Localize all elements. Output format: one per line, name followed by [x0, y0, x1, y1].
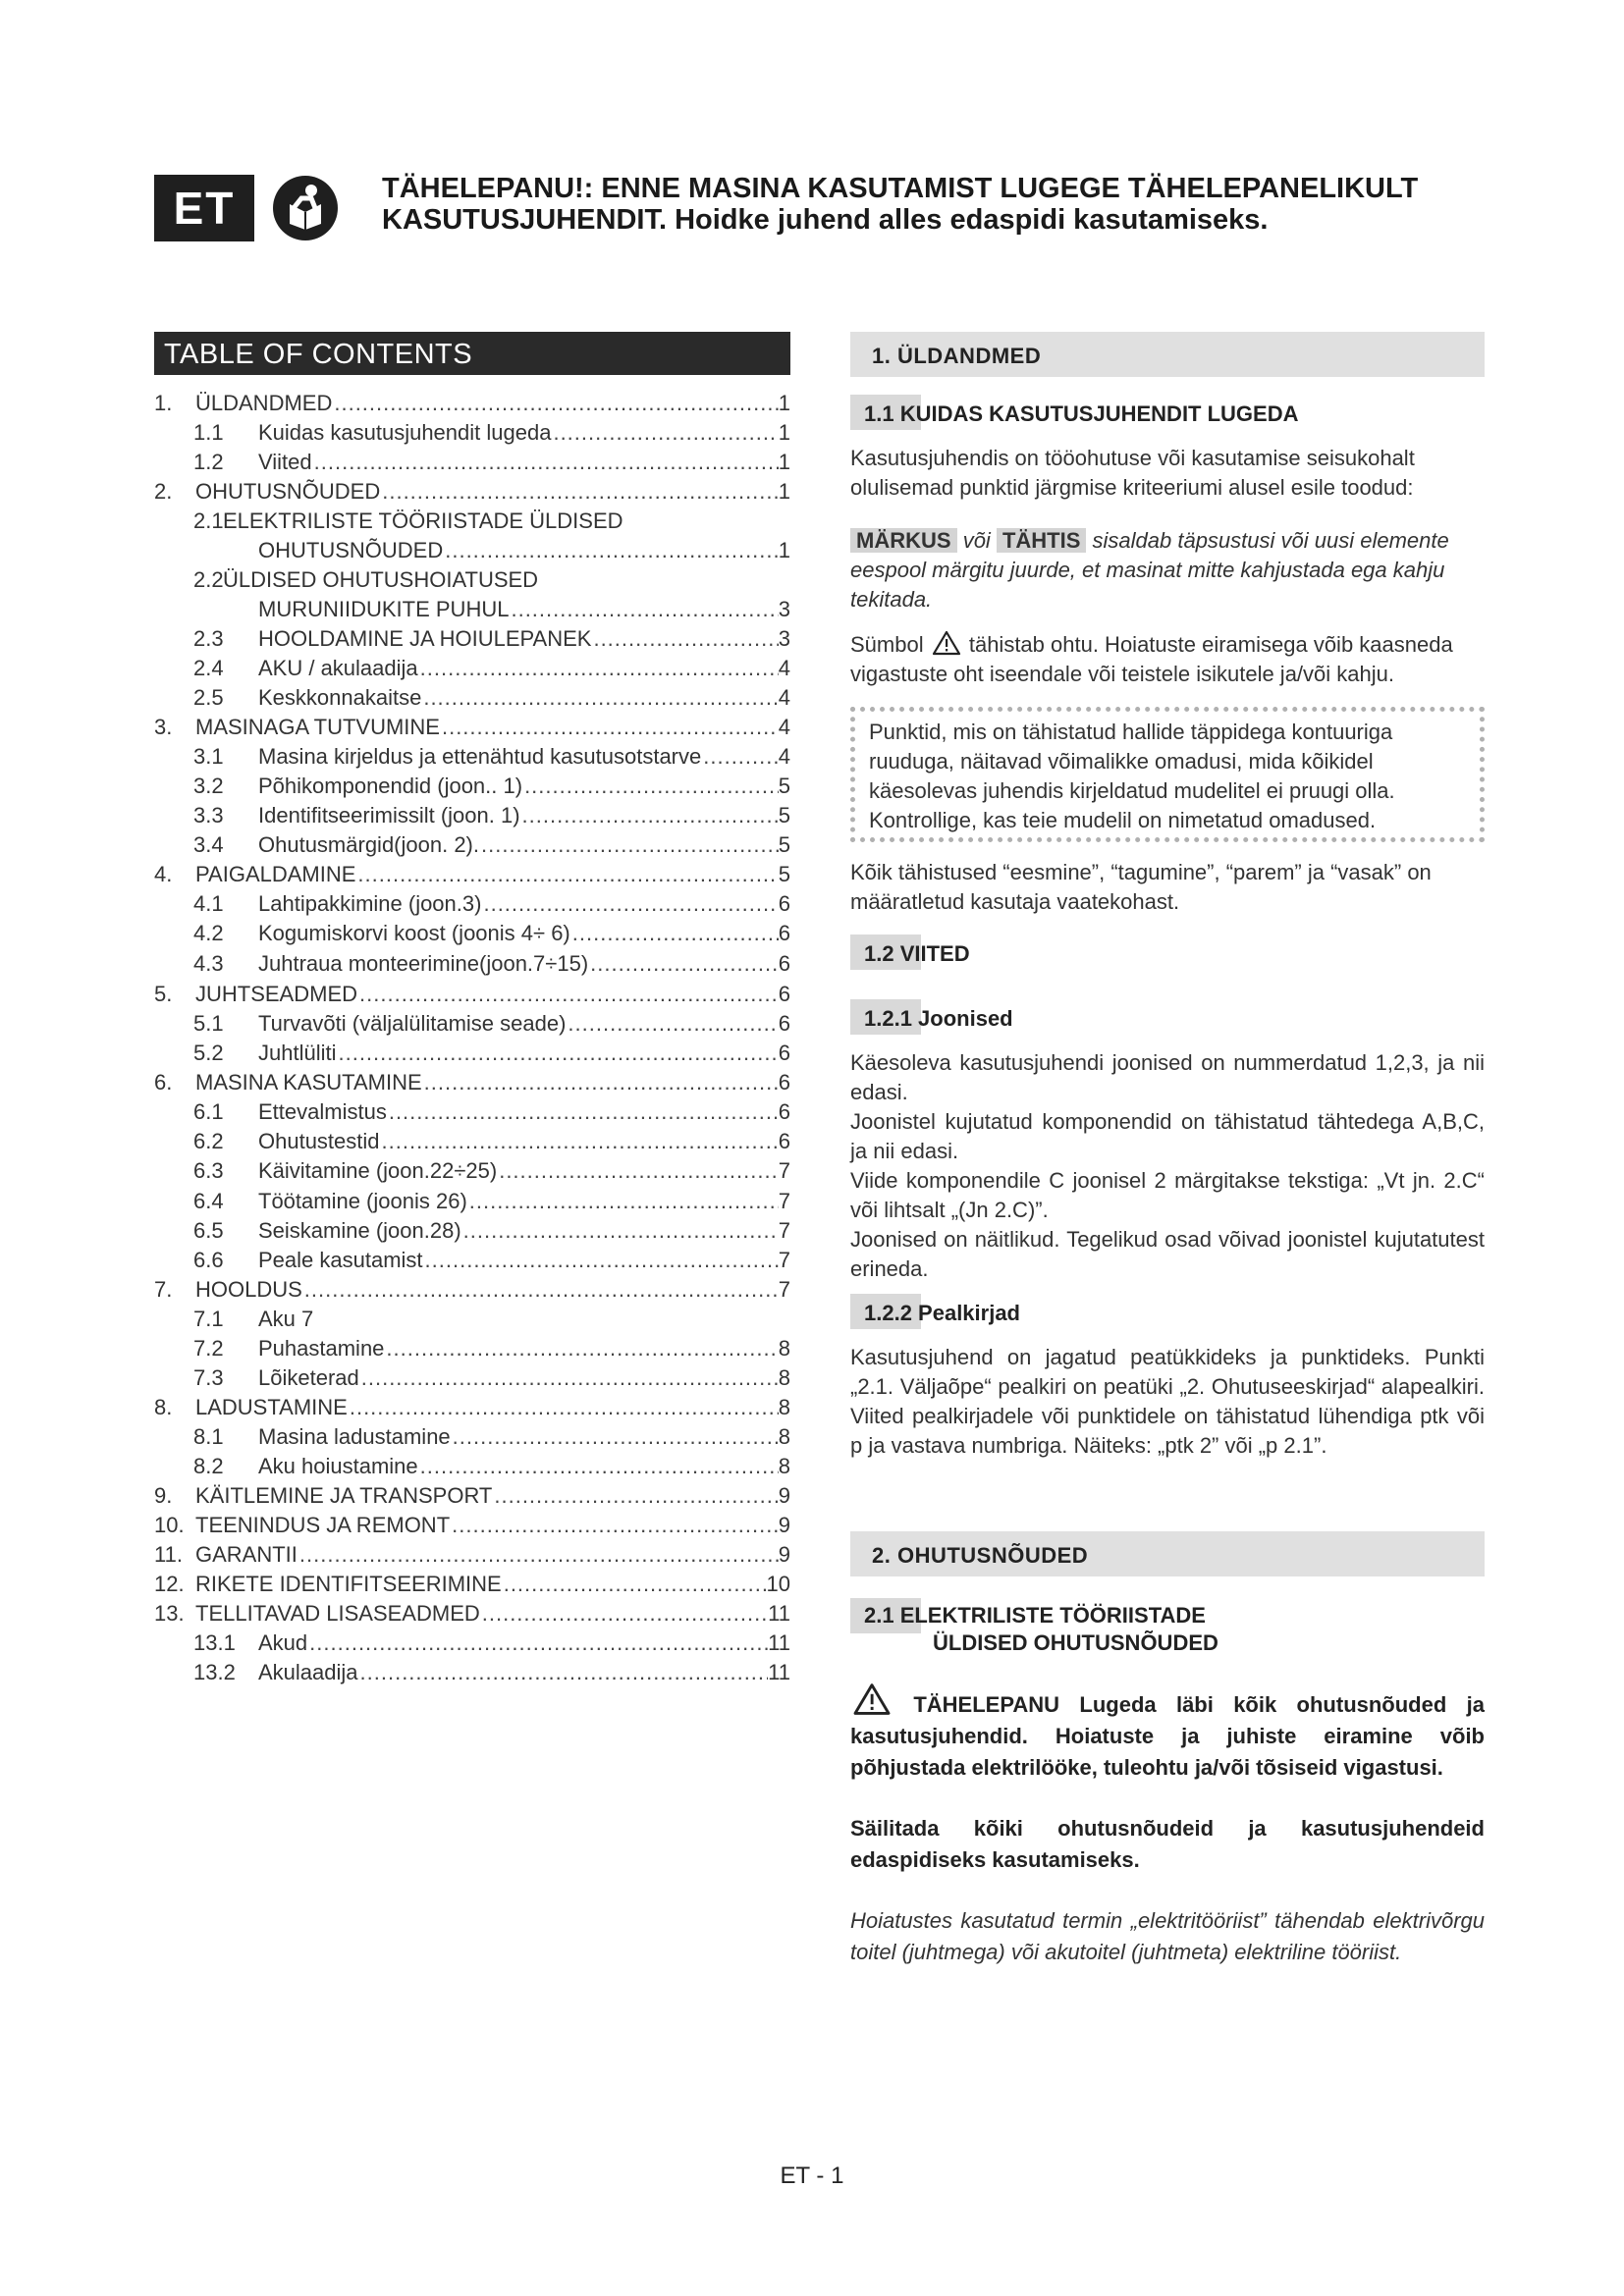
toc-entry-label: JUHTSEADMED	[195, 982, 358, 1006]
section-1-1-heading-text: 1.1 KUIDAS KASUTUSJUHENDIT LUGEDA	[864, 401, 1299, 426]
toc-entry-number: 6.4	[193, 1189, 224, 1213]
toc-entry[interactable]	[154, 889, 790, 919]
toc-entry-number: 13.1	[193, 1630, 236, 1655]
toc-entry-label: Aku hoiustamine	[258, 1454, 418, 1478]
toc-leader-dots	[551, 418, 778, 448]
toc-leader-dots	[570, 919, 779, 948]
toc-entry[interactable]	[154, 1156, 790, 1187]
toc-entry-page: 6	[778, 1070, 790, 1095]
toc-leader-dots	[298, 1540, 779, 1570]
toc-entry-number: 4.	[154, 862, 173, 886]
toc-entry[interactable]	[154, 624, 790, 654]
toc-leader-dots	[418, 1452, 779, 1481]
page-number: ET - 1	[780, 2163, 844, 2189]
toc-entry[interactable]	[154, 830, 790, 860]
toc-entry-number: 13.	[154, 1601, 185, 1626]
toc-entry-number: 3.1	[193, 744, 224, 769]
toc-entry-number: 6.5	[193, 1218, 224, 1243]
toc-entry-number: 3.	[154, 715, 173, 739]
toc-entry-page: 1	[778, 420, 790, 445]
toc-entry-label: ELEKTRILISTE TÖÖRIISTADE ÜLDISED	[223, 508, 623, 533]
toc-entry-number: 12.	[154, 1572, 185, 1596]
toc-entry[interactable]	[154, 1305, 790, 1334]
toc-entry[interactable]	[154, 1334, 790, 1363]
toc-entry-label: OHUTUSNÕUDED	[195, 479, 381, 504]
toc-entry[interactable]	[154, 1039, 790, 1068]
section-1-2-2-heading	[850, 1294, 1485, 1329]
toc-leader-dots	[312, 448, 779, 477]
toc-entry-label: AKU / akulaadija	[258, 656, 418, 680]
toc-entry[interactable]	[154, 1629, 790, 1658]
toc-entry-page: 6	[778, 951, 790, 976]
toc-entry-number: 6.	[154, 1070, 173, 1095]
toc-leader-dots	[492, 1481, 778, 1511]
toc-entry-label: Töötamine (joonis 26)	[258, 1189, 467, 1213]
toc-entry-number: 7.	[154, 1277, 173, 1302]
toc-entry-page: 4	[778, 685, 790, 710]
toc-entry-number: 8.2	[193, 1454, 224, 1478]
toc-entry[interactable]	[154, 654, 790, 683]
toc-entry[interactable]	[154, 1216, 790, 1246]
toc-entry-label: Akud	[258, 1630, 308, 1655]
toc-entry-label: Ettevalmistus	[258, 1099, 387, 1124]
toc-entry-label: HOOLDUS	[195, 1277, 302, 1302]
toc-entry-page: 6	[778, 1129, 790, 1153]
toc-leader-dots	[380, 1127, 779, 1156]
toc-list	[154, 389, 790, 1687]
figures-paragraph-3: Viide komponendile C joonisel 2 märgitakse tekstiga: „Vt jn. 2.C“ või lihtsalt „(Jn 2.C)”.	[850, 1168, 1485, 1222]
note-or: või	[962, 528, 991, 553]
toc-entry[interactable]	[154, 683, 790, 713]
toc-entry-page: 9	[778, 1513, 790, 1537]
toc-entry-page: 9	[778, 1483, 790, 1508]
toc-entry[interactable]	[154, 980, 790, 1009]
toc-leader-dots	[355, 860, 778, 889]
section-1-heading: 1. ÜLDANDMED	[850, 332, 1485, 377]
toc-entry[interactable]	[154, 1540, 790, 1570]
toc-entry[interactable]	[154, 1570, 790, 1599]
toc-entry[interactable]	[154, 1393, 790, 1422]
toc-entry-label: Juhtlüliti	[258, 1041, 337, 1065]
toc-entry[interactable]	[154, 713, 790, 742]
optional-features-text: Punktid, mis on tähistatud hallide täppidega kontuuriga ruuduga, näitavad võimalikke omadusi, mida kõikidel käesolevas juhendis kirjeldatud mudelitel ei pruugi olla. Kontrollige, kas teie mudelil on nimetatud omadused.	[869, 720, 1395, 832]
toc-entry[interactable]	[154, 949, 790, 980]
toc-entry-number: 5.	[154, 982, 173, 1006]
toc-leader-dots	[423, 1246, 779, 1275]
toc-entry-page: 5	[778, 832, 790, 857]
section-1-1-heading	[850, 395, 1485, 430]
toc-entry-label: Viited	[258, 450, 312, 474]
toc-entry-number: 2.5	[193, 685, 224, 710]
toc-entry-page: 5	[778, 862, 790, 886]
toc-leader-dots	[461, 1216, 779, 1246]
toc-entry-page: 1	[778, 391, 790, 415]
toc-leader-dots	[418, 654, 779, 683]
section-1-2-heading	[850, 934, 1485, 970]
toc-entry-number: 1.	[154, 391, 173, 415]
toc-leader-dots	[481, 889, 778, 919]
toc-entry[interactable]	[154, 1097, 790, 1127]
tahtis-label: TÄHTIS	[997, 528, 1086, 553]
toc-entry[interactable]	[154, 1422, 790, 1452]
toc-entry[interactable]	[154, 477, 790, 507]
toc-entry[interactable]	[154, 1009, 790, 1039]
toc-entry-page: 9	[778, 1542, 790, 1567]
toc-entry-label: Masina kirjeldus ja ettenähtud kasutusotstarve	[258, 744, 702, 769]
toc-entry-number: 7.2	[193, 1336, 224, 1361]
toc-entry-label: RIKETE IDENTIFITSEERIMINE	[195, 1572, 502, 1596]
toc-entry-label: KÄITLEMINE JA TRANSPORT	[195, 1483, 493, 1508]
toc-entry-label: Kuidas kasutusjuhendit lugeda	[258, 420, 552, 445]
section-1-2-1-heading-text: 1.2.1 Joonised	[864, 1006, 1013, 1031]
toc-entry-label: Lahtipakkimine (joon.3)	[258, 891, 482, 916]
toc-entry-page: 6	[778, 891, 790, 916]
content-column	[850, 332, 1485, 1968]
toc-entry-label: HOOLDAMINE JA HOIULEPANEK	[258, 626, 592, 651]
section-2-heading: 2. OHUTUSNÕUDED	[850, 1531, 1485, 1576]
toc-entry-page: 1	[778, 450, 790, 474]
section-1-2-heading-text: 1.2 VIITED	[864, 941, 970, 966]
toc-leader-dots	[348, 1393, 779, 1422]
toc-entry-number: 9.	[154, 1483, 173, 1508]
toc-entry-number: 6.3	[193, 1158, 224, 1183]
markus-label: MÄRKUS	[850, 528, 957, 553]
toc-leader-dots	[479, 830, 779, 860]
toc-entry-number: 6.1	[193, 1099, 224, 1124]
toc-leader-dots	[701, 742, 779, 772]
toc-entry-page: 1	[778, 479, 790, 504]
toc-entry-label: Ohutustestid	[258, 1129, 380, 1153]
toc-entry-page: 7	[778, 1248, 790, 1272]
toc-entry-number: 10.	[154, 1513, 185, 1537]
toc-entry-page: 8	[778, 1454, 790, 1478]
toc-entry-number: 8.1	[193, 1424, 224, 1449]
toc-entry[interactable]	[154, 1658, 790, 1687]
toc-leader-dots	[336, 1039, 778, 1068]
toc-entry[interactable]	[154, 1068, 790, 1097]
header-line-2: KASUTUSJUHENDIT. Hoidke juhend alles edaspidi kasutamiseks.	[382, 204, 1269, 236]
page-header	[154, 169, 1509, 247]
toc-entry[interactable]	[154, 507, 790, 536]
toc-entry-number: 7.3	[193, 1365, 224, 1390]
toc-entry-page: 6	[778, 1041, 790, 1065]
header-line-1: TÄHELEPANU!: ENNE MASINA KASUTAMIST LUGEGE TÄHELEPANELIKULT	[382, 173, 1419, 204]
safety-warning-paragraph	[850, 1682, 1485, 1784]
toc-entry-page: 4	[778, 744, 790, 769]
toc-entry-label: Käivitamine (joon.22÷25)	[258, 1158, 498, 1183]
symbol-before: Sümbol	[850, 632, 924, 657]
toc-entry[interactable]	[154, 801, 790, 830]
toc-entry-label: Lõiketerad	[258, 1365, 359, 1390]
keep-instructions-paragraph: Säilitada kõiki ohutusnõudeid ja kasutusjuhendeid edaspidiseks kasutamiseks.	[850, 1816, 1485, 1872]
toc-entry-page: 11	[768, 1601, 790, 1626]
toc-entry-number: 3.3	[193, 803, 224, 828]
toc-entry-page: 5	[778, 803, 790, 828]
toc-leader-dots	[380, 477, 779, 507]
toc-entry[interactable]	[154, 565, 790, 595]
toc-entry-number: 3.2	[193, 774, 224, 798]
toc-entry-number: 1.1	[193, 420, 224, 445]
toc-entry-number: 2.4	[193, 656, 224, 680]
toc-entry-label: MASINA KASUTAMINE	[195, 1070, 422, 1095]
toc-entry-page: 4	[778, 656, 790, 680]
safety-warning-text: TÄHELEPANU Lugeda läbi kõik ohutusnõuded ja kasutusjuhendid. Hoiatuste ja juhiste eiramine võib põhjustada elektrilööke, tuleohtu ja/või tõsiseid vigastusi.	[850, 1692, 1485, 1780]
toc-entry-label: PAIGALDAMINE	[195, 862, 356, 886]
warning-triangle-icon	[932, 630, 961, 656]
toc-entry-page: 8	[778, 1424, 790, 1449]
toc-entry-page: 6	[778, 921, 790, 945]
toc-entry-number: 2.3	[193, 626, 224, 651]
toc-entry-label: Turvavõti (väljalülitamise seade)	[258, 1011, 567, 1036]
toc-entry[interactable]	[154, 1127, 790, 1156]
toc-entry-number: 1.2	[193, 450, 224, 474]
toc-leader-dots	[359, 1363, 779, 1393]
toc-entry-number: 3.4	[193, 832, 224, 857]
toc-entry-label: MURUNIIDUKITE PUHUL	[258, 597, 510, 621]
toc-leader-dots	[387, 1097, 779, 1127]
figures-paragraph-2: Joonistel kujutatud komponendid on tähistatud tähtedega A,B,C, ja nii edasi.	[850, 1109, 1485, 1163]
toc-leader-dots	[480, 1599, 768, 1629]
toc-entry-number: 2.2	[193, 567, 224, 592]
toc-leader-dots	[443, 536, 779, 565]
toc-entry-page: 7	[778, 1158, 790, 1183]
toc-leader-dots	[302, 1275, 779, 1305]
toc-leader-dots	[450, 1511, 779, 1540]
section-1-1-intro: Kasutusjuhendis on tööohutuse või kasutamise seisukohalt olulisemad punktid järgmise kriteeriumi alusel esile toodud:	[850, 446, 1415, 500]
language-badge: ET	[154, 175, 254, 241]
toc-entry-number: 5.1	[193, 1011, 224, 1036]
toc-entry-page: 6	[778, 1011, 790, 1036]
toc-entry[interactable]	[154, 772, 790, 801]
toc-entry-number: 8.	[154, 1395, 173, 1419]
toc-entry-page: 3	[778, 597, 790, 621]
toc-entry-label: OHUTUSNÕUDED	[258, 538, 444, 562]
toc-leader-dots	[588, 949, 779, 979]
toc-entry-label: ÜLDANDMED	[195, 391, 333, 415]
toc-entry-label: Peale kasutamist	[258, 1248, 423, 1272]
toc-entry-number: 6.6	[193, 1248, 224, 1272]
toc-entry[interactable]	[154, 1363, 790, 1393]
toc-entry[interactable]	[154, 389, 790, 418]
toc-entry-page: 8	[778, 1365, 790, 1390]
toc-leader-dots	[421, 683, 778, 713]
toc-entry[interactable]	[154, 919, 790, 949]
section-2-1-heading	[850, 1598, 1485, 1657]
symbol-paragraph	[850, 630, 1485, 689]
toc-entry-number: 5.2	[193, 1041, 224, 1065]
note-paragraph	[850, 526, 1485, 614]
toc-entry[interactable]	[154, 1452, 790, 1481]
toc-entry-number: 4.2	[193, 921, 224, 945]
toc-entry-page: 10	[766, 1572, 790, 1596]
toc-entry[interactable]	[154, 1481, 790, 1511]
section-1-2-1-heading	[850, 999, 1485, 1035]
toc-entry[interactable]	[154, 1511, 790, 1540]
toc-entry-page: 11	[768, 1630, 790, 1655]
toc-leader-dots	[566, 1009, 778, 1039]
toc-entry-label: GARANTII	[195, 1542, 298, 1567]
toc-entry-label: Põhikomponendid (joon.. 1)	[258, 774, 523, 798]
toc-entry-page: 6	[778, 1099, 790, 1124]
toc-entry[interactable]	[154, 1246, 790, 1275]
toc-leader-dots	[509, 595, 778, 624]
symbol-after: tähistab ohtu. Hoiatuste eiramisega võib kaasneda vigastuste oht iseendale või teistele isikutele ja/või kahju.	[850, 632, 1453, 686]
toc-entry-page: 7	[778, 1218, 790, 1243]
toc-leader-dots	[358, 1658, 769, 1687]
toc-leader-dots	[522, 772, 779, 801]
toc-leader-dots	[502, 1570, 767, 1599]
figures-paragraph-1: Käesoleva kasutusjuhendi joonised on nummerdatud 1,2,3, ja nii edasi.	[850, 1050, 1485, 1104]
toc-entry[interactable]	[154, 1599, 790, 1629]
toc-entry-label: Aku 7	[258, 1307, 314, 1331]
toc-entry-label: Masina ladustamine	[258, 1424, 451, 1449]
toc-entry-page: 6	[778, 982, 790, 1006]
toc-entry-label: ÜLDISED OHUTUSHOIATUSED	[223, 567, 539, 592]
toc-entry-label: MASINAGA TUTVUMINE	[195, 715, 440, 739]
toc-leader-dots	[591, 624, 778, 654]
toc-leader-dots	[332, 389, 778, 418]
toc-entry-label: Juhtraua monteerimine(joon.7÷15)	[258, 951, 589, 976]
toc-entry-page: 11	[768, 1660, 790, 1684]
toc-leader-dots	[451, 1422, 779, 1452]
toc-entry-page: 8	[778, 1395, 790, 1419]
toc-entry[interactable]	[154, 1275, 790, 1305]
toc-entry-label: LADUSTAMINE	[195, 1395, 348, 1419]
toc-leader-dots	[440, 713, 779, 742]
toc-entry-page: 5	[778, 774, 790, 798]
warning-triangle-icon	[852, 1682, 892, 1716]
toc-column	[154, 332, 790, 1687]
toc-entry-number: 2.	[154, 479, 173, 504]
toc-entry[interactable]	[154, 1187, 790, 1216]
section-2-1-heading-line-2: ÜLDISED OHUTUSNÕUDED	[933, 1630, 1218, 1655]
toc-entry-continuation[interactable]	[154, 595, 790, 624]
toc-title: TABLE OF CONTENTS	[154, 332, 790, 375]
toc-entry-page: 7	[778, 1189, 790, 1213]
toc-entry-number: 4.1	[193, 891, 224, 916]
titles-paragraph: Kasutusjuhend on jagatud peatükkideks ja punktideks. Punkti „2.1. Väljaõpe“ pealkiri on peatüki „2. Ohutuseeskirjad“ alapealkiri. Viited pealkirjadele või punktidele on tähistatud lühendiga ptk või p ja vastava numbriga. Näiteks: „ptk 2” või „p 2.1”.	[850, 1345, 1485, 1458]
optional-features-box	[850, 707, 1485, 842]
toc-leader-dots	[307, 1629, 768, 1658]
toc-entry-label: Akulaadija	[258, 1660, 358, 1684]
toc-leader-dots	[384, 1334, 778, 1363]
toc-entry-label: TELLITAVAD LISASEADMED	[195, 1601, 480, 1626]
toc-entry-page: 1	[778, 538, 790, 562]
header-warning	[382, 173, 1509, 236]
toc-entry-page: 4	[778, 715, 790, 739]
toc-entry-continuation[interactable]	[154, 536, 790, 565]
toc-entry-number: 7.1	[193, 1307, 224, 1331]
toc-leader-dots	[520, 801, 779, 830]
toc-leader-dots	[357, 980, 779, 1009]
toc-entry-page: 8	[778, 1336, 790, 1361]
directions-paragraph: Kõik tähistused “eesmine”, “tagumine”, “parem” ja “vasak” on määratletud kasutaja vaatekohast.	[850, 860, 1432, 914]
toc-entry[interactable]	[154, 742, 790, 772]
toc-entry-number: 2.1	[193, 508, 224, 533]
toc-entry-number: 11.	[154, 1542, 183, 1567]
toc-entry[interactable]	[154, 418, 790, 448]
toc-entry-label: Keskkonnakaitse	[258, 685, 422, 710]
toc-entry-label: Identifitseerimissilt (joon. 1)	[258, 803, 520, 828]
toc-entry[interactable]	[154, 448, 790, 477]
note-text: sisaldab täpsustusi või uusi elemente eespool märgitu juurde, et masinat mitte kahjustada ega kahju tekitada.	[850, 528, 1449, 612]
section-1-2-2-heading-text: 1.2.2 Pealkirjad	[864, 1301, 1020, 1325]
toc-entry-page: 3	[778, 626, 790, 651]
figures-paragraph-4: Joonised on näitlikud. Tegelikud osad võivad joonistel kujutatutest erineda.	[850, 1227, 1485, 1281]
toc-leader-dots	[497, 1156, 779, 1186]
toc-entry-number: 4.3	[193, 951, 224, 976]
toc-entry-number: 13.2	[193, 1660, 236, 1684]
section-2-1-heading-line-1: 2.1 ELEKTRILISTE TÖÖRIISTADE	[864, 1603, 1206, 1628]
term-definition-paragraph: Hoiatustes kasutatud termin „elektritööriist” tähendab elektrivõrgu toitel (juhtmega) või akutoitel (juhtmeta) elektriline tööriist.	[850, 1908, 1485, 1964]
toc-leader-dots	[467, 1187, 779, 1216]
toc-entry-page: 7	[778, 1277, 790, 1302]
toc-entry-label: Ohutusmärgid(joon. 2).	[258, 832, 479, 857]
toc-leader-dots	[422, 1068, 779, 1097]
toc-entry-label: Kogumiskorvi koost (joonis 4÷ 6)	[258, 921, 570, 945]
toc-entry[interactable]	[154, 860, 790, 889]
read-manual-icon	[272, 175, 339, 241]
toc-entry-label: Puhastamine	[258, 1336, 385, 1361]
toc-entry-label: TEENINDUS JA REMONT	[195, 1513, 451, 1537]
toc-entry-number: 6.2	[193, 1129, 224, 1153]
toc-entry-label: Seiskamine (joon.28)	[258, 1218, 461, 1243]
